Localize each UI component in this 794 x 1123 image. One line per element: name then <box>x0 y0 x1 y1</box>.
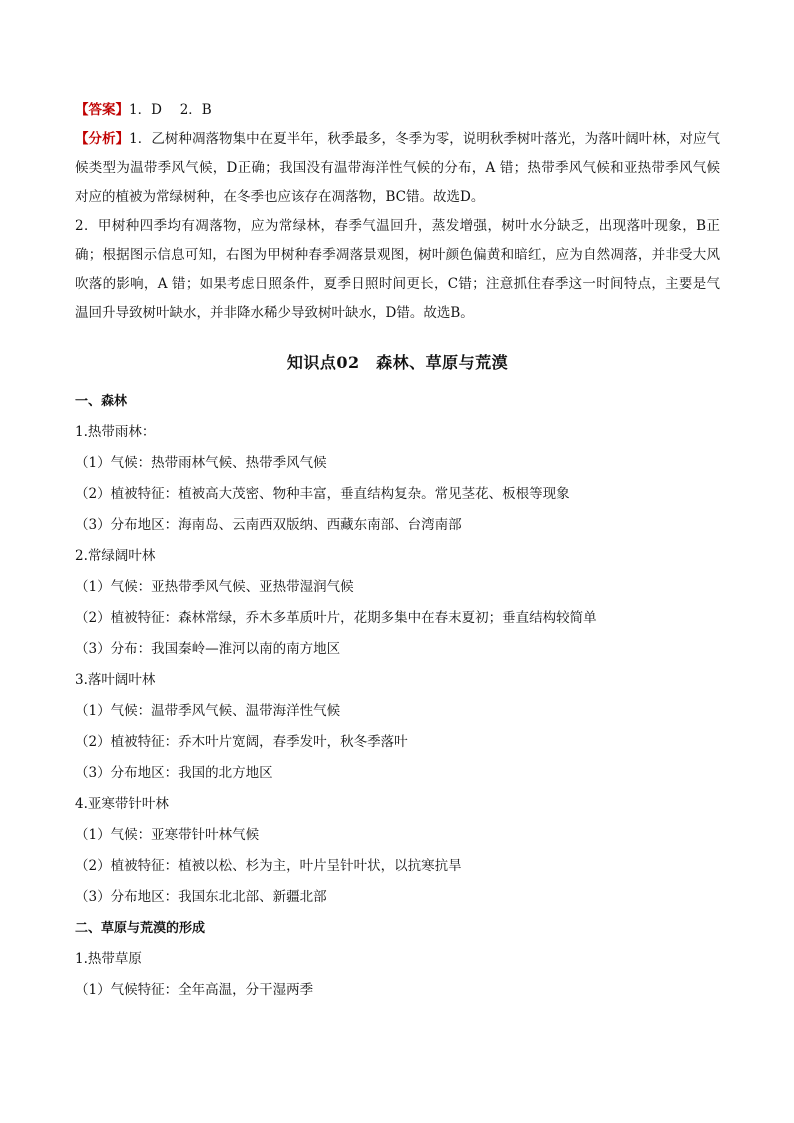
subsection-title: 3.落叶阔叶林 <box>75 672 156 688</box>
answer-analysis-block <box>75 96 720 328</box>
list-item: （1）气候：温带季风气候、温带海洋性气候 <box>75 703 341 719</box>
subsection-title: 4.亚寒带针叶林 <box>75 796 169 812</box>
list-item: （3）分布地区：我国的北方地区 <box>75 765 273 781</box>
section-title: 一、森林 <box>75 394 128 409</box>
list-item: （2）植被特征：森林常绿，乔木多革质叶片，花期多集中在春末夏初；垂直结构较简单 <box>75 610 597 626</box>
list-item: （1）气候特征：全年高温，分干湿两季 <box>75 982 314 998</box>
subsection-title: 1.热带草原 <box>75 951 142 967</box>
list-item: （2）植被特征：植被以松、杉为主，叶片呈针叶状，以抗寒抗旱 <box>75 858 462 874</box>
analysis-paragraph-2: 2．甲树种四季均有凋落物，应为常绿林，春季气温回升，蒸发增强，树叶水分缺乏，出现落叶现象，B正确；根据图示信息可知，右图为甲树种春季凋落景观图，树叶颜色偏黄和暗红，应为自然凋落，并非受大风吹落的影响，A 错；如果考虑日照条件，夏季日照时间更长，C错；注意抓住春季这一时间特点，主要是气温回升导致树叶缺水，并非降水稀少导致树叶缺水，D错。故选B。 <box>75 218 720 321</box>
list-item: （1）气候：热带雨林气候、热带季风气候 <box>75 455 327 471</box>
answer-text: 1．D 2．B <box>129 102 212 118</box>
analysis-label: 【分析】 <box>75 131 130 147</box>
list-item: （1）气候：亚热带季风气候、亚热带湿润气候 <box>75 579 354 595</box>
section-title: 二、草原与荒漠的形成 <box>75 921 206 936</box>
list-item: （2）植被特征：乔木叶片宽阔，春季发叶，秋冬季落叶 <box>75 734 408 750</box>
list-item: （2）植被特征：植被高大茂密、物种丰富，垂直结构复杂。常见茎花、板根等现象 <box>75 486 570 502</box>
subsection-title: 1.热带雨林： <box>75 424 156 440</box>
analysis-text-1: 1．乙树种凋落物集中在夏半年，秋季最多，冬季为零，说明秋季树叶落光，为落叶阔叶林，对应气候类型为温带季风气候，D正确；我国没有温带海洋性气候的分布，A 错；热带季风气候和亚热带季风气候对应的植被为常绿树种，在冬季也应该存在凋落物，BC错。故选D。 <box>75 131 721 205</box>
answer-line <box>75 96 720 125</box>
list-item: （3）分布：我国秦岭—淮河以南的南方地区 <box>75 641 341 657</box>
knowledge-content <box>75 386 720 1006</box>
list-item: （3）分布地区：我国东北北部、新疆北部 <box>75 889 327 905</box>
answer-label: 【答案】 <box>75 102 129 118</box>
section-heading: 知识点02 森林、草原与荒漠 <box>286 353 509 372</box>
subsection-title: 2.常绿阔叶林 <box>75 548 156 564</box>
analysis-paragraph-1 <box>75 125 720 212</box>
list-item: （3）分布地区：海南岛、云南西双版纳、西藏东南部、台湾南部 <box>75 517 462 533</box>
list-item: （1）气候：亚寒带针叶林气候 <box>75 827 260 843</box>
